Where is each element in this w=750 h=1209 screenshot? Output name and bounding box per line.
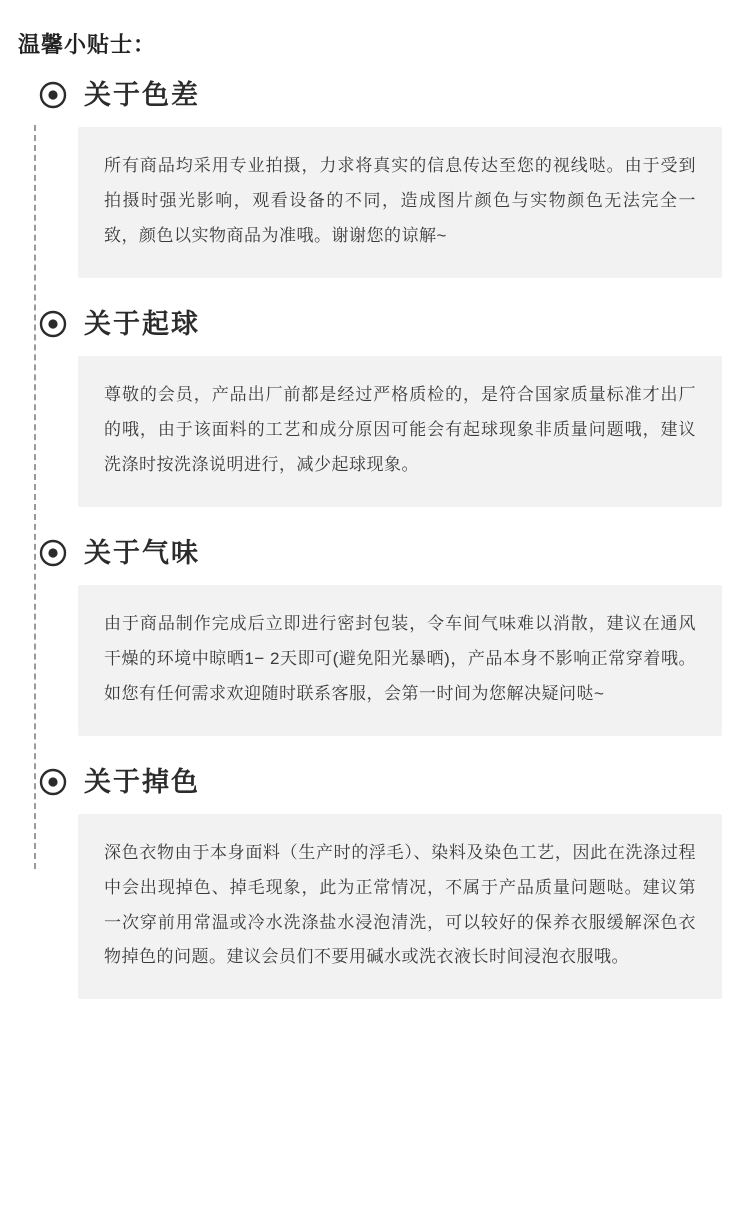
tip-section-color-difference [18,79,722,278]
tip-header [18,308,722,340]
tip-section-pilling [18,308,722,507]
target-bullet-icon [38,80,68,110]
tip-heading: 关于色差 [84,79,200,110]
tip-section-color-fading [18,766,722,1000]
tip-body: 尊敬的会员，产品出厂前都是经过严格质检的，是符合国家质量标准才出厂的哦，由于该面料的工艺和成分原因可能会有起球现象非质量问题哦，建议洗涤时按洗涤说明进行，减少起球现象。 [78,356,722,507]
tip-header [18,537,722,569]
target-bullet-icon [38,538,68,568]
tip-body: 深色衣物由于本身面料（生产时的浮毛）、染料及染色工艺，因此在洗涤过程中会出现掉色、掉毛现象，此为正常情况，不属于产品质量问题哒。建议第一次穿前用常温或冷水洗涤盐水浸泡清洗，可以较好的保养衣服缓解深色衣物掉色的问题。建议会员们不要用碱水或洗衣液长时间浸泡衣服哦。 [78,814,722,999]
tips-list [0,79,750,1040]
target-bullet-icon [38,309,68,339]
tip-body: 由于商品制作完成后立即进行密封包装，令车间气味难以消散，建议在通风干燥的环境中晾晒1− 2天即可(避免阳光暴晒)，产品本身不影响正常穿着哦。如您有任何需求欢迎随时联系客服，会第一时间为您解决疑问哒~ [78,585,722,736]
tip-header [18,766,722,798]
tip-body: 所有商品均采用专业拍摄，力求将真实的信息传达至您的视线哒。由于受到拍摄时强光影响，观看设备的不同，造成图片颜色与实物颜色无法完全一致，颜色以实物商品为准哦。谢谢您的谅解~ [78,127,722,278]
tip-header [18,79,722,111]
page-title: 温馨小贴士： [18,32,157,57]
tip-heading: 关于气味 [84,537,200,568]
tip-heading: 关于掉色 [84,766,200,797]
target-bullet-icon [38,767,68,797]
tip-section-odor [18,537,722,736]
tip-heading: 关于起球 [84,308,200,339]
